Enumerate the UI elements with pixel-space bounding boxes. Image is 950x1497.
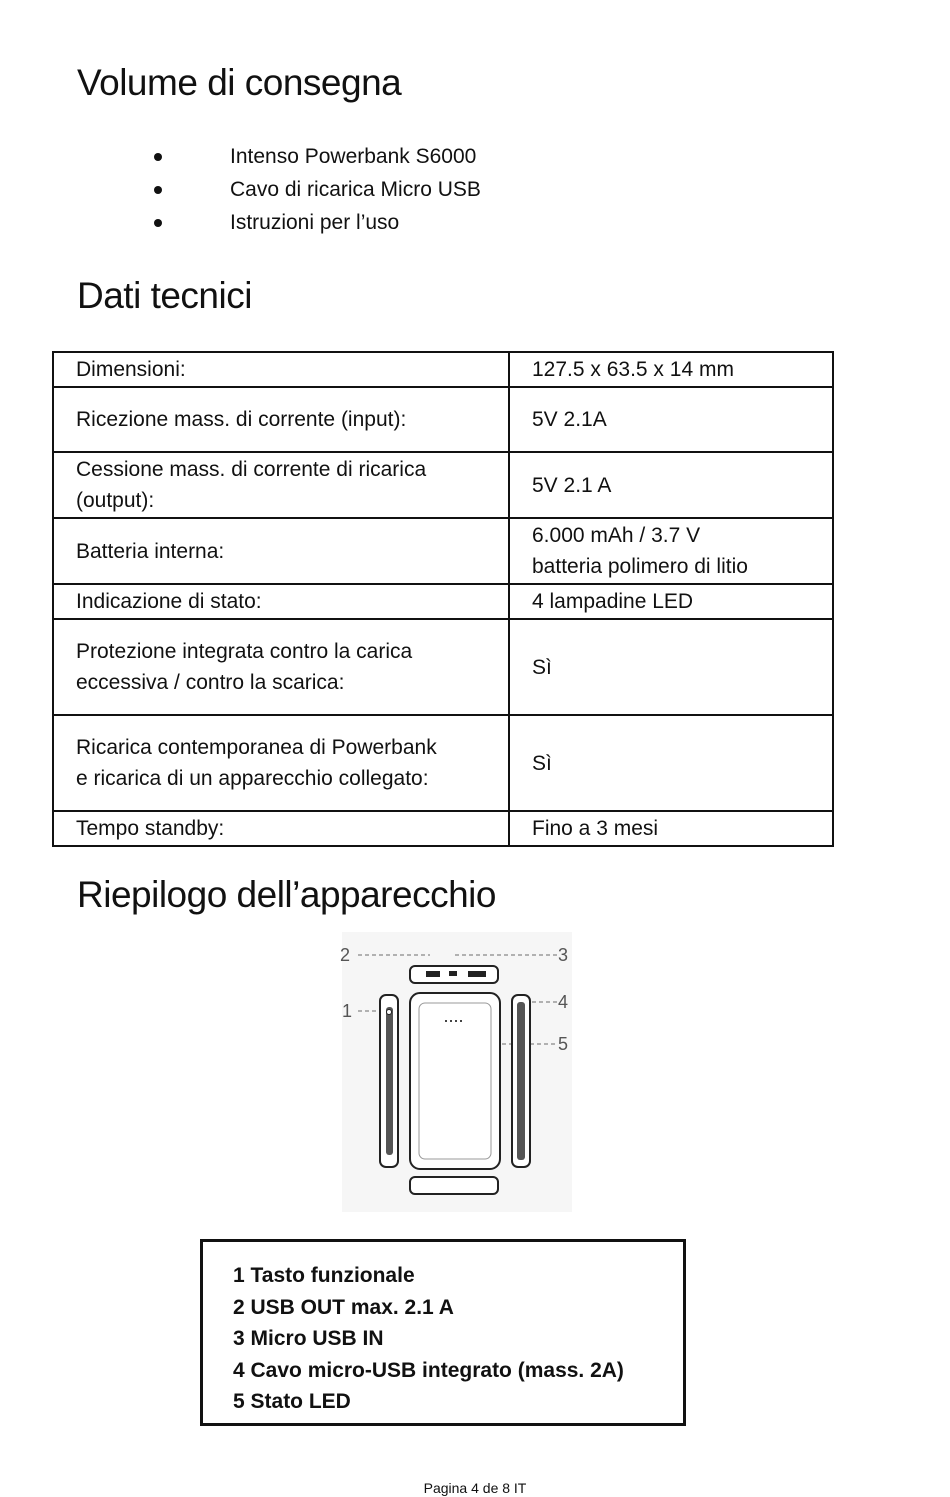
- spec-label: Tempo standby:: [53, 811, 509, 846]
- spec-label: Indicazione di stato:: [53, 584, 509, 619]
- spec-label: Protezione integrata contro la carica eccessiva / contro la scarica:: [53, 619, 509, 715]
- spec-label: Ricarica contemporanea di Powerbank e ricarica di un apparecchio collegato:: [53, 715, 509, 811]
- table-row: [53, 518, 833, 584]
- left-side-edge: [386, 1007, 393, 1155]
- list-item: Intenso Powerbank S6000: [150, 140, 481, 173]
- delivery-heading: Volume di consegna: [77, 62, 402, 103]
- spec-label: Batteria interna:: [53, 518, 509, 584]
- specs-table: [52, 351, 834, 847]
- legend-item: 3 Micro USB IN: [233, 1327, 384, 1350]
- table-row: [53, 584, 833, 619]
- spec-label: Cessione mass. di corrente di ricarica (output):: [53, 452, 509, 518]
- spec-value: 6.000 mAh / 3.7 V batteria polimero di litio: [509, 518, 833, 584]
- front-view: [410, 993, 500, 1169]
- function-button: [387, 1010, 392, 1015]
- spec-value: 4 lampadine LED: [509, 584, 833, 619]
- micro-usb-port: [449, 971, 457, 976]
- led-1: [445, 1020, 447, 1022]
- table-row: [53, 387, 833, 452]
- spec-value: 127.5 x 63.5 x 14 mm: [509, 352, 833, 387]
- legend-item: 5 Stato LED: [233, 1390, 351, 1413]
- callout-1: 1: [342, 1001, 353, 1021]
- specs-heading: Dati tecnici: [77, 275, 252, 316]
- spec-value: Sì: [509, 715, 833, 811]
- bullet-icon: [154, 186, 162, 194]
- list-item: Cavo di ricarica Micro USB: [150, 173, 481, 206]
- spec-label: Dimensioni:: [53, 352, 509, 387]
- led-4: [460, 1020, 462, 1022]
- led-2: [450, 1020, 452, 1022]
- usb-out-port: [426, 971, 440, 977]
- diagram-legend: [200, 1239, 686, 1426]
- legend-item: 2 USB OUT max. 2.1 A: [233, 1295, 454, 1319]
- led-3: [455, 1020, 457, 1022]
- legend-item: 4 Cavo micro-USB integrato (mass. 2A): [233, 1358, 624, 1382]
- cable-slot: [468, 971, 486, 977]
- table-row: [53, 452, 833, 518]
- callout-4: 4: [558, 992, 569, 1012]
- bullet-icon: [154, 219, 162, 227]
- overview-heading: Riepilogo dell’apparecchio: [77, 874, 496, 915]
- legend-item: 1 Tasto funzionale: [233, 1264, 415, 1287]
- integrated-cable: [517, 1002, 525, 1160]
- table-row: [53, 811, 833, 846]
- bottom-view: [410, 1177, 498, 1194]
- callout-2: 2: [340, 945, 351, 965]
- page-footer: Pagina 4 de 8 IT: [423, 1480, 527, 1496]
- spec-value: Sì: [509, 619, 833, 715]
- callout-3: 3: [558, 945, 569, 965]
- list-item: Istruzioni per l’uso: [150, 206, 481, 239]
- spec-value: 5V 2.1 A: [509, 452, 833, 518]
- table-row: [53, 352, 833, 387]
- delivery-list: [150, 140, 481, 239]
- callout-5: 5: [558, 1034, 569, 1054]
- table-row: [53, 715, 833, 811]
- spec-value: Fino a 3 mesi: [509, 811, 833, 846]
- spec-label: Ricezione mass. di corrente (input):: [53, 387, 509, 452]
- bullet-icon: [154, 153, 162, 161]
- table-row: [53, 619, 833, 715]
- powerbank-diagram: [330, 932, 580, 1214]
- spec-value: 5V 2.1A: [509, 387, 833, 452]
